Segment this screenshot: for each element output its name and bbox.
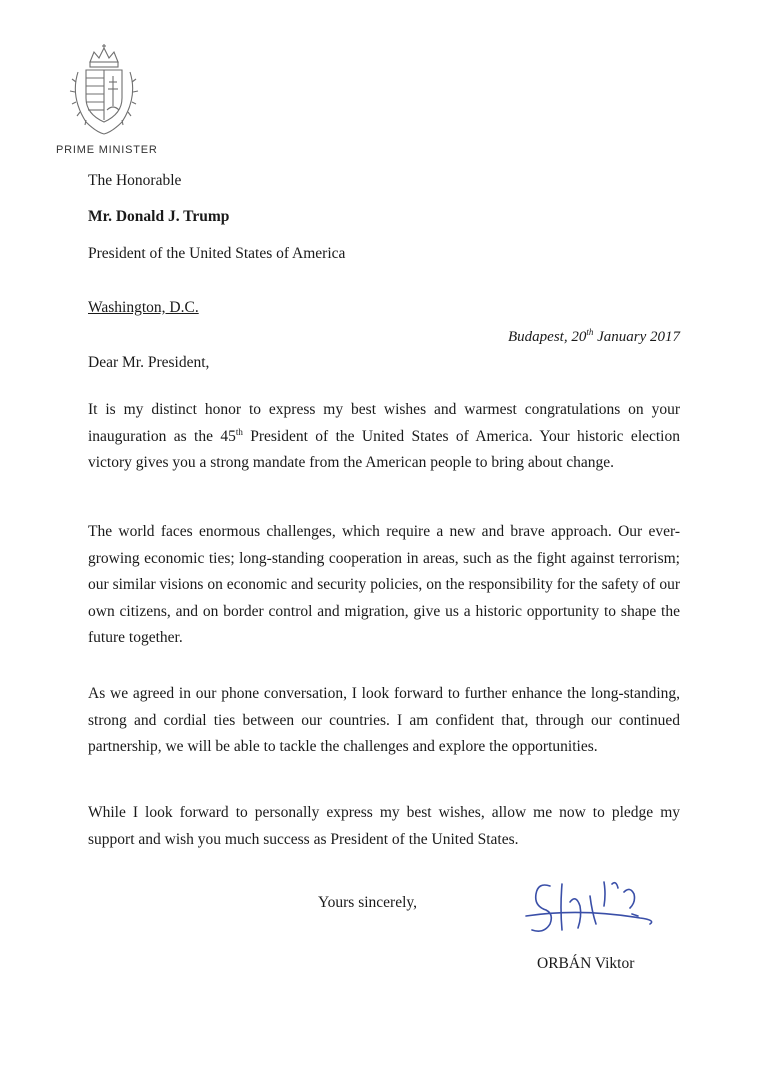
paragraph-3: As we agreed in our phone conversation, I look forward to further enhance the long-standing, strong and cordial ties between our countries. I am confident that, through our continued partnership, we will be able to tackle the challenges and explore the opportunities. [88,685,680,755]
dateline [508,327,680,346]
dateline-place-day: Budapest, 20 [508,329,587,345]
recipient-honorific: The Honorable [88,172,182,189]
handwritten-signature-icon [520,872,670,952]
paragraph-1-ordinal: th [235,426,243,437]
recipient-title: President of the United States of America [88,245,346,262]
signer-name: ORBÁN Viktor [537,955,635,972]
paragraph-2: The world faces enormous challenges, which require a new and brave approach. Our ever-growing economic ties; long-standing cooperation in areas, such as the fight against terrorism; our similar visions on economic and security policies, on the responsibility for the safety of our own citizens, and on border control and migration, give us a historic opportunity to shape the future together. [88,523,680,646]
paragraph-1 [88,397,680,477]
paragraph-4: While I look forward to personally express my best wishes, allow me now to pledge my support and wish you much success as President of the United States. [88,804,680,848]
dateline-month-year: January 2017 [593,329,680,345]
valediction: Yours sincerely, [318,894,418,911]
paragraph-1-part-b: President of the United States of America. Your historic election victory gives you a strong mandate from the American people to bring about change. [88,427,680,471]
office-title: PRIME MINISTER [56,144,158,156]
recipient-name: Mr. Donald J. Trump [88,208,230,225]
recipient-city: Washington, D.C. [88,299,199,316]
salutation: Dear Mr. President, [88,354,210,371]
hungarian-coat-of-arms-icon [64,42,144,140]
dateline-ordinal: th [586,327,594,337]
paragraph-1-part-a: It is my distinct honor to express my best wishes and warmest congratulations on your inauguration as the 45 [88,401,680,445]
